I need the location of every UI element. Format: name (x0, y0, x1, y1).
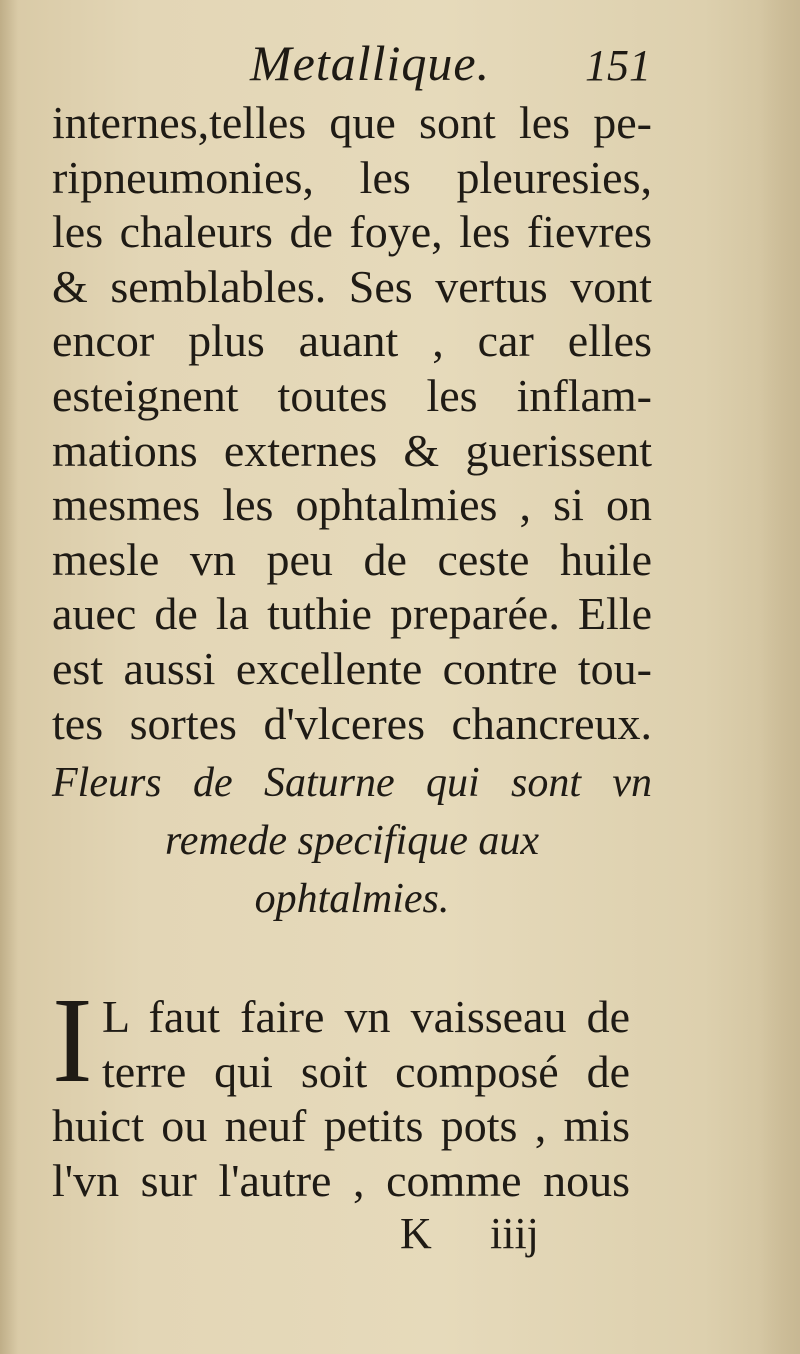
drop-cap: I (52, 973, 93, 1108)
text-line: L faut faire vn vaisseau de (102, 991, 630, 1042)
section-heading (52, 754, 652, 928)
page-footer (0, 1208, 800, 1268)
text-line: ripneumonies, les pleuresies, (52, 151, 652, 203)
text-line: les chaleurs de foye, les fievres (52, 206, 652, 258)
text-line: encor plus auant , car elles (52, 315, 652, 367)
page-header (0, 34, 800, 104)
text-line: internes,telles que sont les pe- (52, 97, 652, 148)
heading-line: ophtalmies. (254, 876, 450, 922)
running-head: Metallique. (250, 35, 491, 91)
page-number: 151 (585, 41, 651, 90)
page-shadow-left (0, 0, 18, 1354)
text-line: mations externes & guerissent (52, 424, 652, 476)
text-line: huict ou neuf petits pots , mis (52, 1100, 630, 1152)
text-line: l'vn sur l'autre , comme nous (52, 1154, 630, 1206)
text-line: auec de la tuthie preparée. Elle (52, 588, 652, 640)
text-line: & semblables. Ses vertus vont (52, 260, 652, 312)
page-shadow-right (760, 0, 800, 1354)
text-line: esteignent toutes les inflam- (52, 369, 652, 421)
paragraph-text (52, 990, 630, 1208)
heading-line: Fleurs de Saturne qui sont vn (52, 760, 652, 806)
signature-number: iiij (490, 1209, 539, 1258)
signature-mark: K (400, 1209, 432, 1258)
text-line: tes sortes d'vlceres chancreux. (52, 697, 652, 749)
text-line: terre qui soit composé de (102, 1045, 630, 1097)
text-line: mesmes les ophtalmies , si on (52, 479, 652, 531)
text-line: mesle vn peu de ceste huile (52, 533, 652, 585)
body-text (52, 96, 652, 751)
heading-line: remede specifique aux (165, 818, 539, 864)
text-line: est aussi excellente contre tou- (52, 642, 652, 694)
